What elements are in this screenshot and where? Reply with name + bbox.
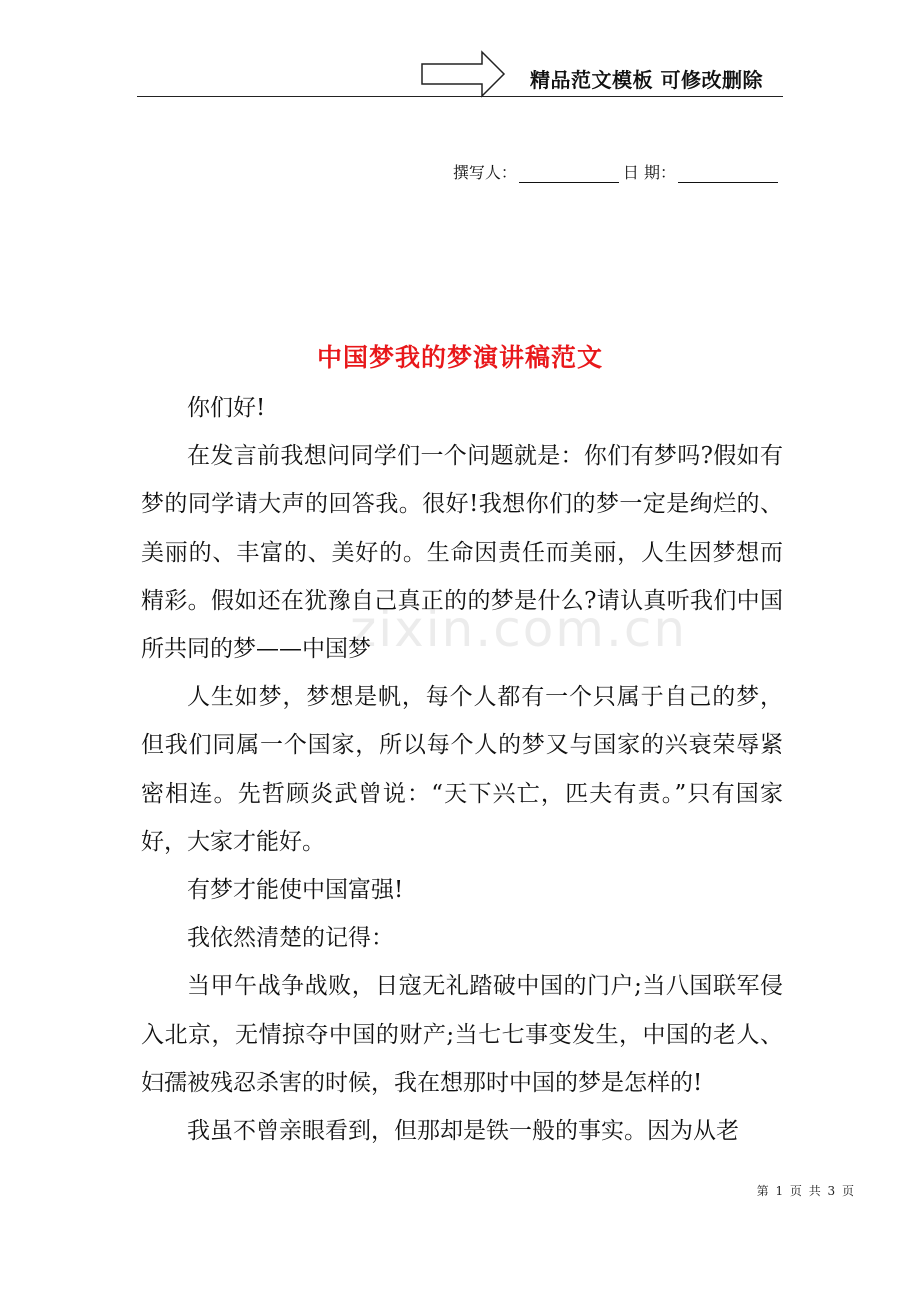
paragraph-fact: 我虽不曾亲眼看到，但那却是铁一般的事实。因为从老 (187, 1118, 739, 1145)
author-blank (519, 164, 619, 183)
author-label: 撰写人： (452, 163, 517, 182)
paragraph-greeting: 你们好! (187, 395, 266, 421)
paragraph-dream-strong: 有梦才能使中国富强! (187, 877, 404, 904)
document-title: 中国梦我的梦演讲稿范文 (316, 343, 603, 372)
watermark-text: zixin.com.cn (350, 600, 688, 658)
header-label: 精品范文模板 可修改删除 (530, 68, 763, 92)
page-number: 第 1 页 共 3 页 (756, 1184, 854, 1198)
paragraph-remember: 我依然清楚的记得： (187, 925, 394, 952)
paragraph-question: 在发言前我想问同学们一个问题就是：你们有梦吗?假如有梦的同学请大声的回答我。很好!我想你们的梦一定是绚烂的、美丽的、丰富的、美好的。生命因责任而美丽，人生因梦想而精彩。假如还在犹豫自己真正的的梦是什么?请认真听我们中国所共同的梦——中国梦 (141, 443, 783, 663)
right-arrow-icon (420, 50, 506, 98)
document-body (141, 384, 783, 1155)
author-date-line (453, 160, 782, 183)
date-blank (678, 164, 778, 183)
paragraph-life-dream: 人生如梦，梦想是帆，每个人都有一个只属于自己的梦，但我们同属一个国家，所以每个人的梦又与国家的兴衰荣辱紧密相连。先哲顾炎武曾说：“天下兴亡，匹夫有责。”只有国家好，大家才能好。 (141, 684, 783, 855)
header-divider (137, 96, 783, 97)
date-label: 日 期： (622, 163, 676, 182)
paragraph-history: 当甲午战争战败，日寇无礼踏破中国的门户;当八国联军侵入北京，无情掠夺中国的财产;当七七事变发生，中国的老人、妇孺被残忍杀害的时候，我在想那时中国的梦是怎样的! (141, 973, 783, 1096)
